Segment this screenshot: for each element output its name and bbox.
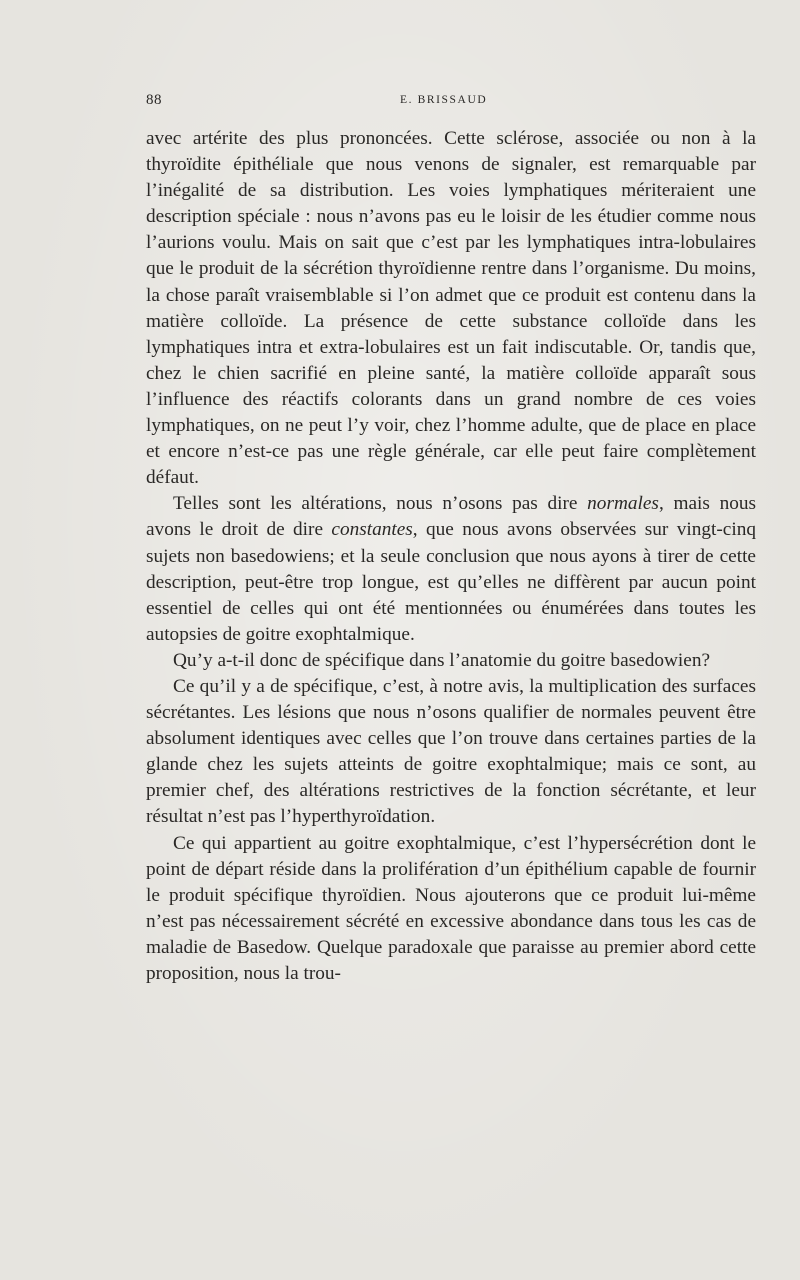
paragraph-1: avec artérite des plus prononcées. Cette sclérose, associée ou non à la thyroïdite épithéliale que nous venons de signaler, est remarquable par l’inégalité de sa distribution. Les voies lymphatiques mériteraient une description spéciale : nous n’avons pas eu le loisir de les étudier comme nous l’aurions voulu. Mais on sait que c’est par les lymphatiques intra-lobulaires que le produit de la sécrétion thyroïdienne rentre dans l’organisme. Du moins, la chose paraît vraisemblable si l’on admet que ce produit est contenu dans la matière colloïde. La présence de cette substance colloïde dans les lymphatiques intra et extra-lobulaires est un fait indiscutable. Or, tandis que, chez le chien sacrifié en pleine santé, la matière colloïde apparaît sous l’influence des réactifs colorants dans un grand nombre de ces voies lymphatiques, on ne peut l’y voir, chez l’homme adulte, que de place en place et encore n’est-ce pas une règle générale, car elle peut faire complètement défaut. bbox=[146, 128, 756, 489]
paragraph-2-part-a: Telles sont les altérations, nous n’osons pas dire bbox=[173, 493, 588, 515]
paragraph-4: Ce qu’il y a de spécifique, c’est, à notre avis, la multiplication des surfaces sécrétantes. Les lésions que nous n’osons qualifier de normales peuvent être absolument identiques avec celles que l’on trouve dans certaines parties de la glande chez les sujets atteints de goitre exophtalmique; mais ce sont, au premier chef, des altérations restrictives de la fonction sécrétante, et leur résultat n’est pas l’hyperthyroïdation. bbox=[146, 675, 756, 828]
paragraph-5: Ce qui appartient au goitre exophtalmique, c’est l’hypersécrétion dont le point de départ réside dans la prolifération d’un épithélium capable de fournir le produit spécifique thyroïdien. Nous ajouterons que ce produit lui-même n’est pas nécessairement sécrété en excessive abondance dans tous les cas de maladie de Basedow. Quelque paradoxale que paraisse au premier abord cette proposition, nous la trou- bbox=[146, 832, 756, 984]
italic-constantes: constantes bbox=[331, 519, 413, 541]
page-number: 88 bbox=[146, 92, 162, 108]
running-head bbox=[146, 92, 756, 118]
body-text bbox=[146, 126, 756, 987]
paragraph-2 bbox=[146, 491, 756, 648]
paragraph-3: Qu’y a-t-il donc de spécifique dans l’anatomie du goitre basedowien? bbox=[173, 649, 711, 671]
italic-normales: normales bbox=[587, 493, 659, 515]
paragraph-2-part-c: , que nous avons observées sur vingt-cinq sujets non basedowiens; et la seule conclusion que nous ayons à tirer de cette description, peut-être trop longue, est qu’elles ne diffèrent par aucun point essentiel de celles qui ont été mentionnées ou énumérées dans toutes les autopsies de goitre exophtalmique. bbox=[146, 519, 756, 645]
running-head-author: E. BRISSAUD bbox=[400, 94, 488, 106]
paragraph-2-part-b: , mais nous avons le droit de dire bbox=[146, 493, 756, 541]
